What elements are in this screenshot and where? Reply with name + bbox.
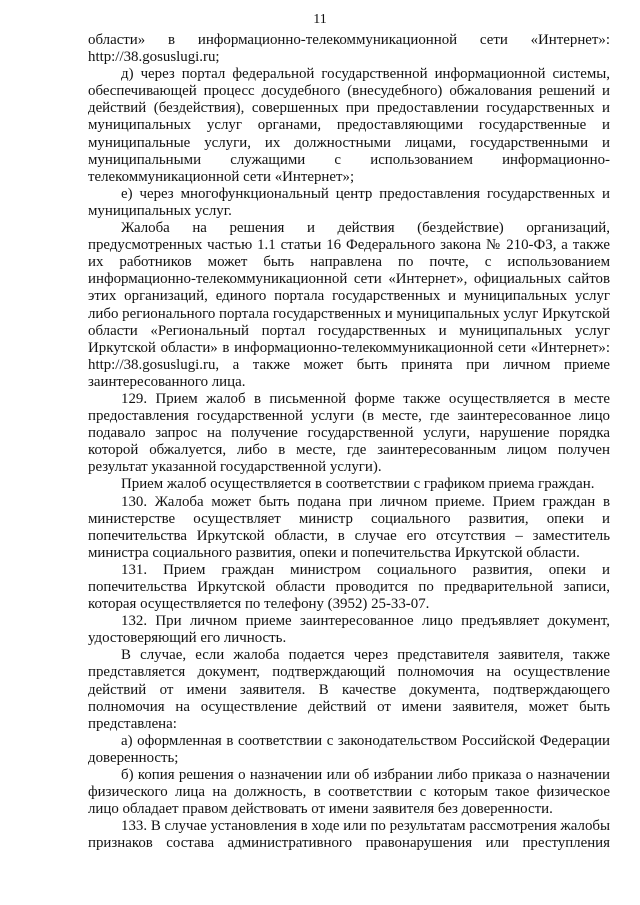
paragraph-10: а) оформленная в соответствии с законодательством Российской Федерации доверенность; [88, 732, 610, 766]
paragraph-5: Прием жалоб осуществляется в соответствии с графиком приема граждан. [121, 476, 595, 493]
paragraph-12: 133. В случае установления в ходе или по результатам рассмотрения жалобы признаков состава административного правонарушения или преступления [88, 818, 610, 852]
paragraph-9: В случае, если жалоба подается через представителя заявителя, также представляется документ, подтверждающий полномочия на осуществление действий от имени заявителя. В качестве документа, подтверждающего полномочия на осуществление действий от имени заявителя, может быть представлена: [88, 647, 610, 732]
paragraph-8: 132. При личном приеме заинтересованное лицо предъявляет документ, удостоверяющий его личность. [88, 613, 610, 647]
paragraph-6: 130. Жалоба может быть подана при личном приеме. Прием граждан в министерстве осуществляет министр социального развития, опеки и попечительства Иркутской области, в случае его отсутствия – заместитель министра социального развития, опеки и попечительства Иркутской области. [88, 493, 610, 561]
page-number: 11 [313, 12, 327, 27]
paragraph-3: Жалоба на решения и действия (бездействие) организаций, предусмотренных частью 1.1 статьи 16 Федерального закона № 210-ФЗ, а также их работников может быть направлена по почте, с использованием информационно-телекоммуникационной сети «Интернет», официальных сайтов этих организаций, единого портала государственных и муниципальных услуг либо регионального портала государственных и муниципальных услуг Иркутской области «Региональный портал государственных и муниципальных услуг Иркутской области» в информационно-телекоммуникационной сети «Интернет»: http://38.gosuslugi.ru, а также может быть принята при личном приеме заинтересованного лица. [88, 220, 610, 390]
paragraph-0: области» в информационно-телекоммуникационной сети «Интернет»: http://38.gosuslugi.ru; [88, 32, 610, 66]
paragraph-1: д) через портал федеральной государственной информационной системы, обеспечивающей процесс досудебного (внесудебного) обжалования решений и действий (бездействия), совершенных при предоставлении государственных и муниципальных услуг органами, предоставляющими государственные и муниципальные услуги, их должностными лицами, государственными и муниципальными служащими с использованием информационно-телекоммуникационной сети «Интернет»; [88, 66, 610, 185]
document-body [88, 32, 610, 853]
paragraph-7: 131. Прием граждан министром социального развития, опеки и попечительства Иркутской области проводится по предварительной записи, которая осуществляется по телефону (3952) 25-33-07. [88, 561, 610, 613]
paragraph-11: б) копия решения о назначении или об избрании либо приказа о назначении физического лица на должность, в соответствии с которым такое физическое лицо обладает правом действовать от имени заявителя без доверенности. [88, 767, 610, 818]
paragraph-2: е) через многофункциональный центр предоставления государственных и муниципальных услуг. [88, 185, 610, 219]
paragraph-4: 129. Прием жалоб в письменной форме также осуществляется в месте предоставления государственной услуги (в месте, где заинтересованное лицо подавало запрос на получение государственной услуги, нарушение порядка которой обжалуется, либо в месте, где заинтересованным лицом получен результат указанной государственной услуги). [88, 390, 610, 476]
